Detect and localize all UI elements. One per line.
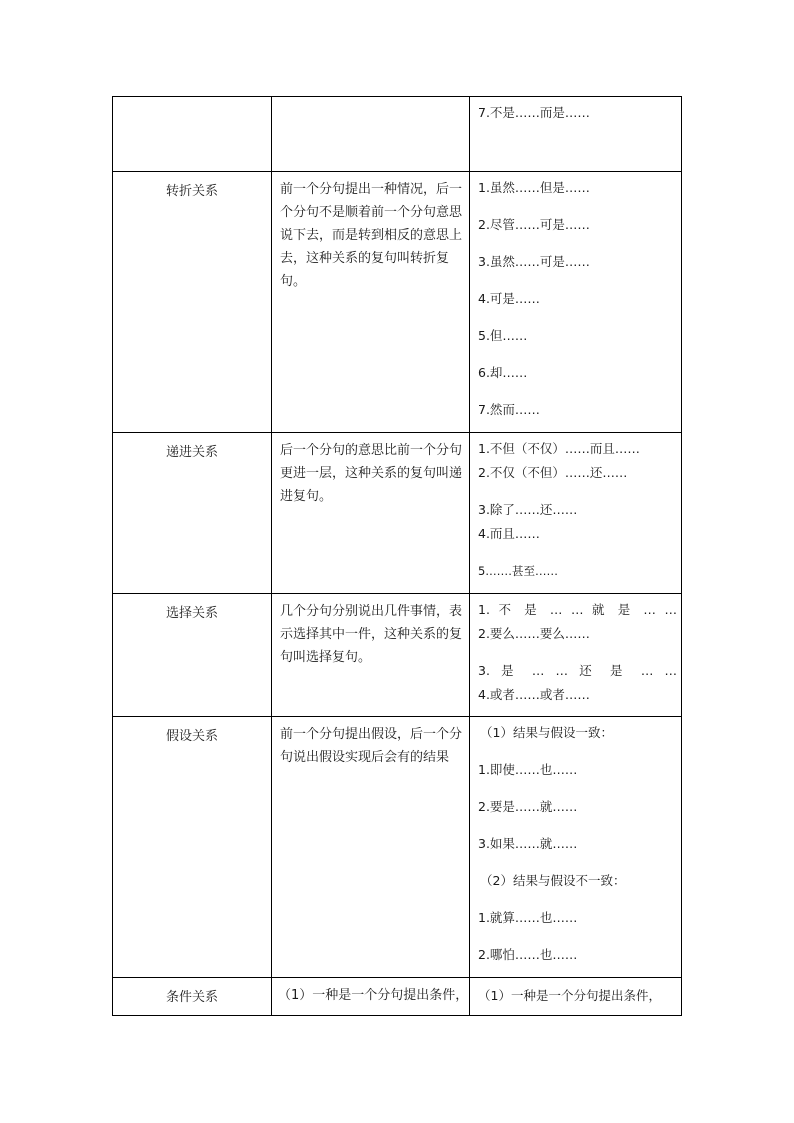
category-cell: 选择关系 xyxy=(113,594,272,717)
table-row xyxy=(113,978,682,1016)
example-item: 1. 不 是 … … 就 是 … … xyxy=(478,602,677,617)
table-row xyxy=(113,594,682,717)
examples-cell xyxy=(470,717,682,978)
example-item: 3. 是 … … 还 是 … … xyxy=(478,663,677,678)
description-cell: 前一个分句提出假设，后一个分句说出假设实现后会有的结果 xyxy=(272,717,470,978)
category-cell: 递进关系 xyxy=(113,433,272,594)
examples-cell xyxy=(470,433,682,594)
example-item: 1.不但（不仅）……而且…… xyxy=(478,441,640,456)
example-item: 7.然而…… xyxy=(478,402,540,417)
example-subheading: （1）结果与假设一致： xyxy=(480,725,613,740)
table-row xyxy=(113,97,682,172)
table-row xyxy=(113,717,682,978)
description-cell: 几个分句分别说出几件事情，表示选择其中一件，这种关系的复句叫选择复句。 xyxy=(272,594,470,717)
example-item: 7.不是……而是…… xyxy=(478,105,590,120)
category-cell xyxy=(113,97,272,172)
example-item: 1.就算……也…… xyxy=(478,910,578,925)
example-item: 4.可是…… xyxy=(478,291,540,306)
example-item: 1.即使……也…… xyxy=(478,762,578,777)
conjunction-relations-table xyxy=(112,96,682,1016)
description-cell: 后一个分句的意思比前一个分句更进一层，这种关系的复句叫递进复句。 xyxy=(272,433,470,594)
description-cell xyxy=(272,97,470,172)
examples-cell xyxy=(470,97,682,172)
example-subheading: （2）结果与假设不一致： xyxy=(480,873,626,888)
example-item: 3.除了……还…… xyxy=(478,502,578,517)
category-cell: 假设关系 xyxy=(113,717,272,978)
example-item: 2.哪怕……也…… xyxy=(478,947,578,962)
description-cell: 前一个分句提出一种情况，后一个分句不是顺着前一个分句意思说下去，而是转到相反的意思上去，这种关系的复句叫转折复句。 xyxy=(272,172,470,433)
table-row xyxy=(113,433,682,594)
category-cell: 转折关系 xyxy=(113,172,272,433)
example-item: 4.而且…… xyxy=(478,526,540,541)
examples-cell xyxy=(470,172,682,433)
example-item: 3.虽然……可是…… xyxy=(478,254,590,269)
table-row xyxy=(113,172,682,433)
example-item: 3.如果……就…… xyxy=(478,836,578,851)
examples-cell xyxy=(470,594,682,717)
examples-cell xyxy=(470,978,682,1016)
example-item: （1）一种是一个分句提出条件， xyxy=(478,988,661,1003)
example-item: 5.但…… xyxy=(478,328,528,343)
example-item: 2.尽管……可是…… xyxy=(478,217,590,232)
example-item: 2.要么……要么…… xyxy=(478,626,590,641)
example-item: 2.要是……就…… xyxy=(478,799,578,814)
example-item: 2.不仅（不但）……还…… xyxy=(478,465,628,480)
description-cell: （1）一种是一个分句提出条件， xyxy=(272,978,470,1016)
category-cell: 条件关系 xyxy=(113,978,272,1016)
example-item: 4.或者……或者…… xyxy=(478,687,590,702)
example-item: 1.虽然……但是…… xyxy=(478,180,590,195)
example-item: 6.却…… xyxy=(478,365,528,380)
example-item: 5.……甚至…… xyxy=(478,564,558,578)
